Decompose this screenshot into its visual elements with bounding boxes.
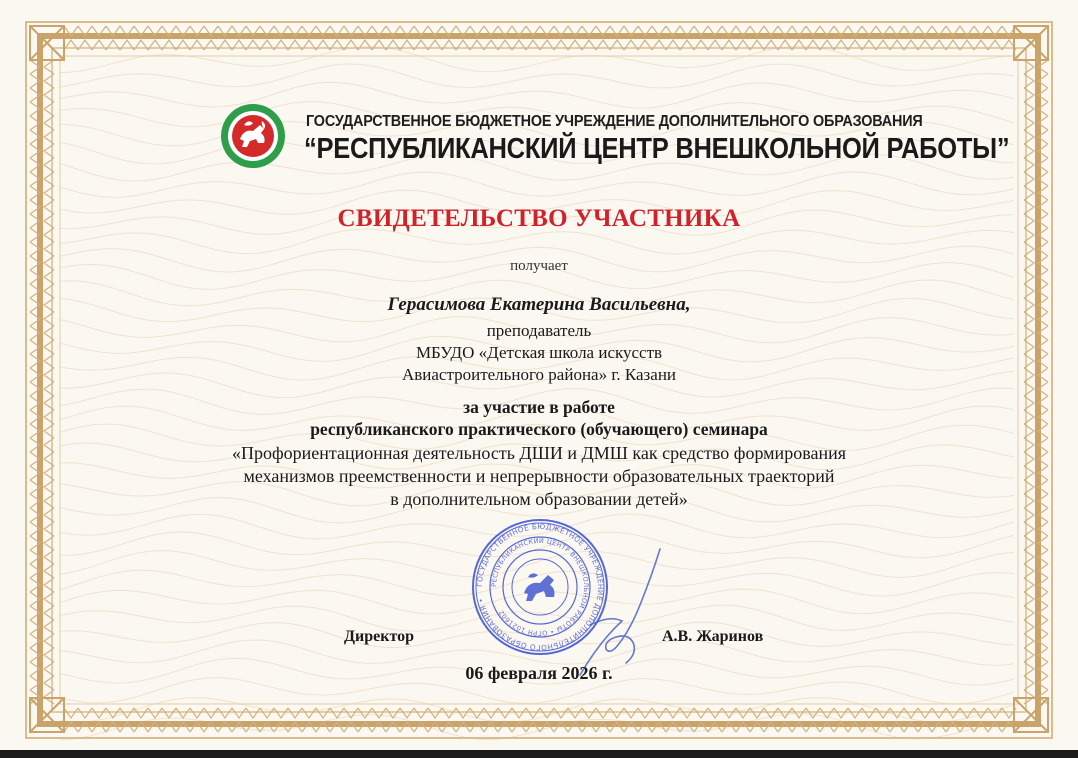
tatarstan-emblem-icon: [220, 103, 286, 169]
svg-text:ГОСУДАРСТВЕННОЕ БЮДЖЕТНОЕ УЧРЕ: ГОСУДАРСТВЕННОЕ БЮДЖЕТНОЕ УЧРЕЖДЕНИЕ ДОПОЛНИТЕЛЬНОГО ОБРАЗОВАНИЯ •: [474, 521, 606, 653]
issue-date: 06 февраля 2026 г.: [465, 663, 613, 683]
participation-line-1: за участие в работе: [463, 397, 615, 417]
participation-line-2: республиканского практического (обучающего) семинара: [310, 419, 768, 439]
director-name: А.В. Жаринов: [662, 628, 764, 645]
seminar-topic-line-3: в дополнительном образовании детей»: [390, 489, 688, 509]
seminar-topic-line-1: «Профориентационная деятельность ДШИ и ДМШ как средство формирования: [232, 443, 846, 463]
svg-text:РЕСПУБЛИКАНСКИЙ ЦЕНТР ВНЕШКОЛЬ: РЕСПУБЛИКАНСКИЙ ЦЕНТР ВНЕШКОЛЬНОЙ РАБОТЫ • ОГРН 1021602: [489, 536, 591, 638]
bottom-edge-bar: [0, 750, 1078, 758]
director-label: Директор: [344, 628, 414, 645]
recipient-organization-line-2: Авиастроительного района» г. Казани: [401, 365, 677, 384]
recipient-name: Герасимова Екатерина Васильевна,: [387, 294, 691, 315]
org-line-1: ГОСУДАРСТВЕННОЕ БЮДЖЕТНОЕ УЧРЕЖДЕНИЕ ДОПОЛНИТЕЛЬНОГО ОБРАЗОВАНИЯ: [306, 113, 923, 130]
recipient-organization-line-1: МБУДО «Детская школа искусств: [415, 343, 663, 362]
recipient-position: преподаватель: [486, 321, 592, 340]
receives-label: получает: [510, 258, 568, 274]
seminar-topic-line-2: механизмов преемственности и непрерывности образовательных траекторий: [243, 466, 835, 486]
organization-header: [220, 103, 1010, 167]
certificate-title: СВИДЕТЕЛЬСТВО УЧАСТНИКА: [337, 205, 741, 232]
org-line-2: “РЕСПУБЛИКАНСКИЙ ЦЕНТР ВНЕШКОЛЬНОЙ РАБОТЫ”: [304, 133, 1010, 165]
